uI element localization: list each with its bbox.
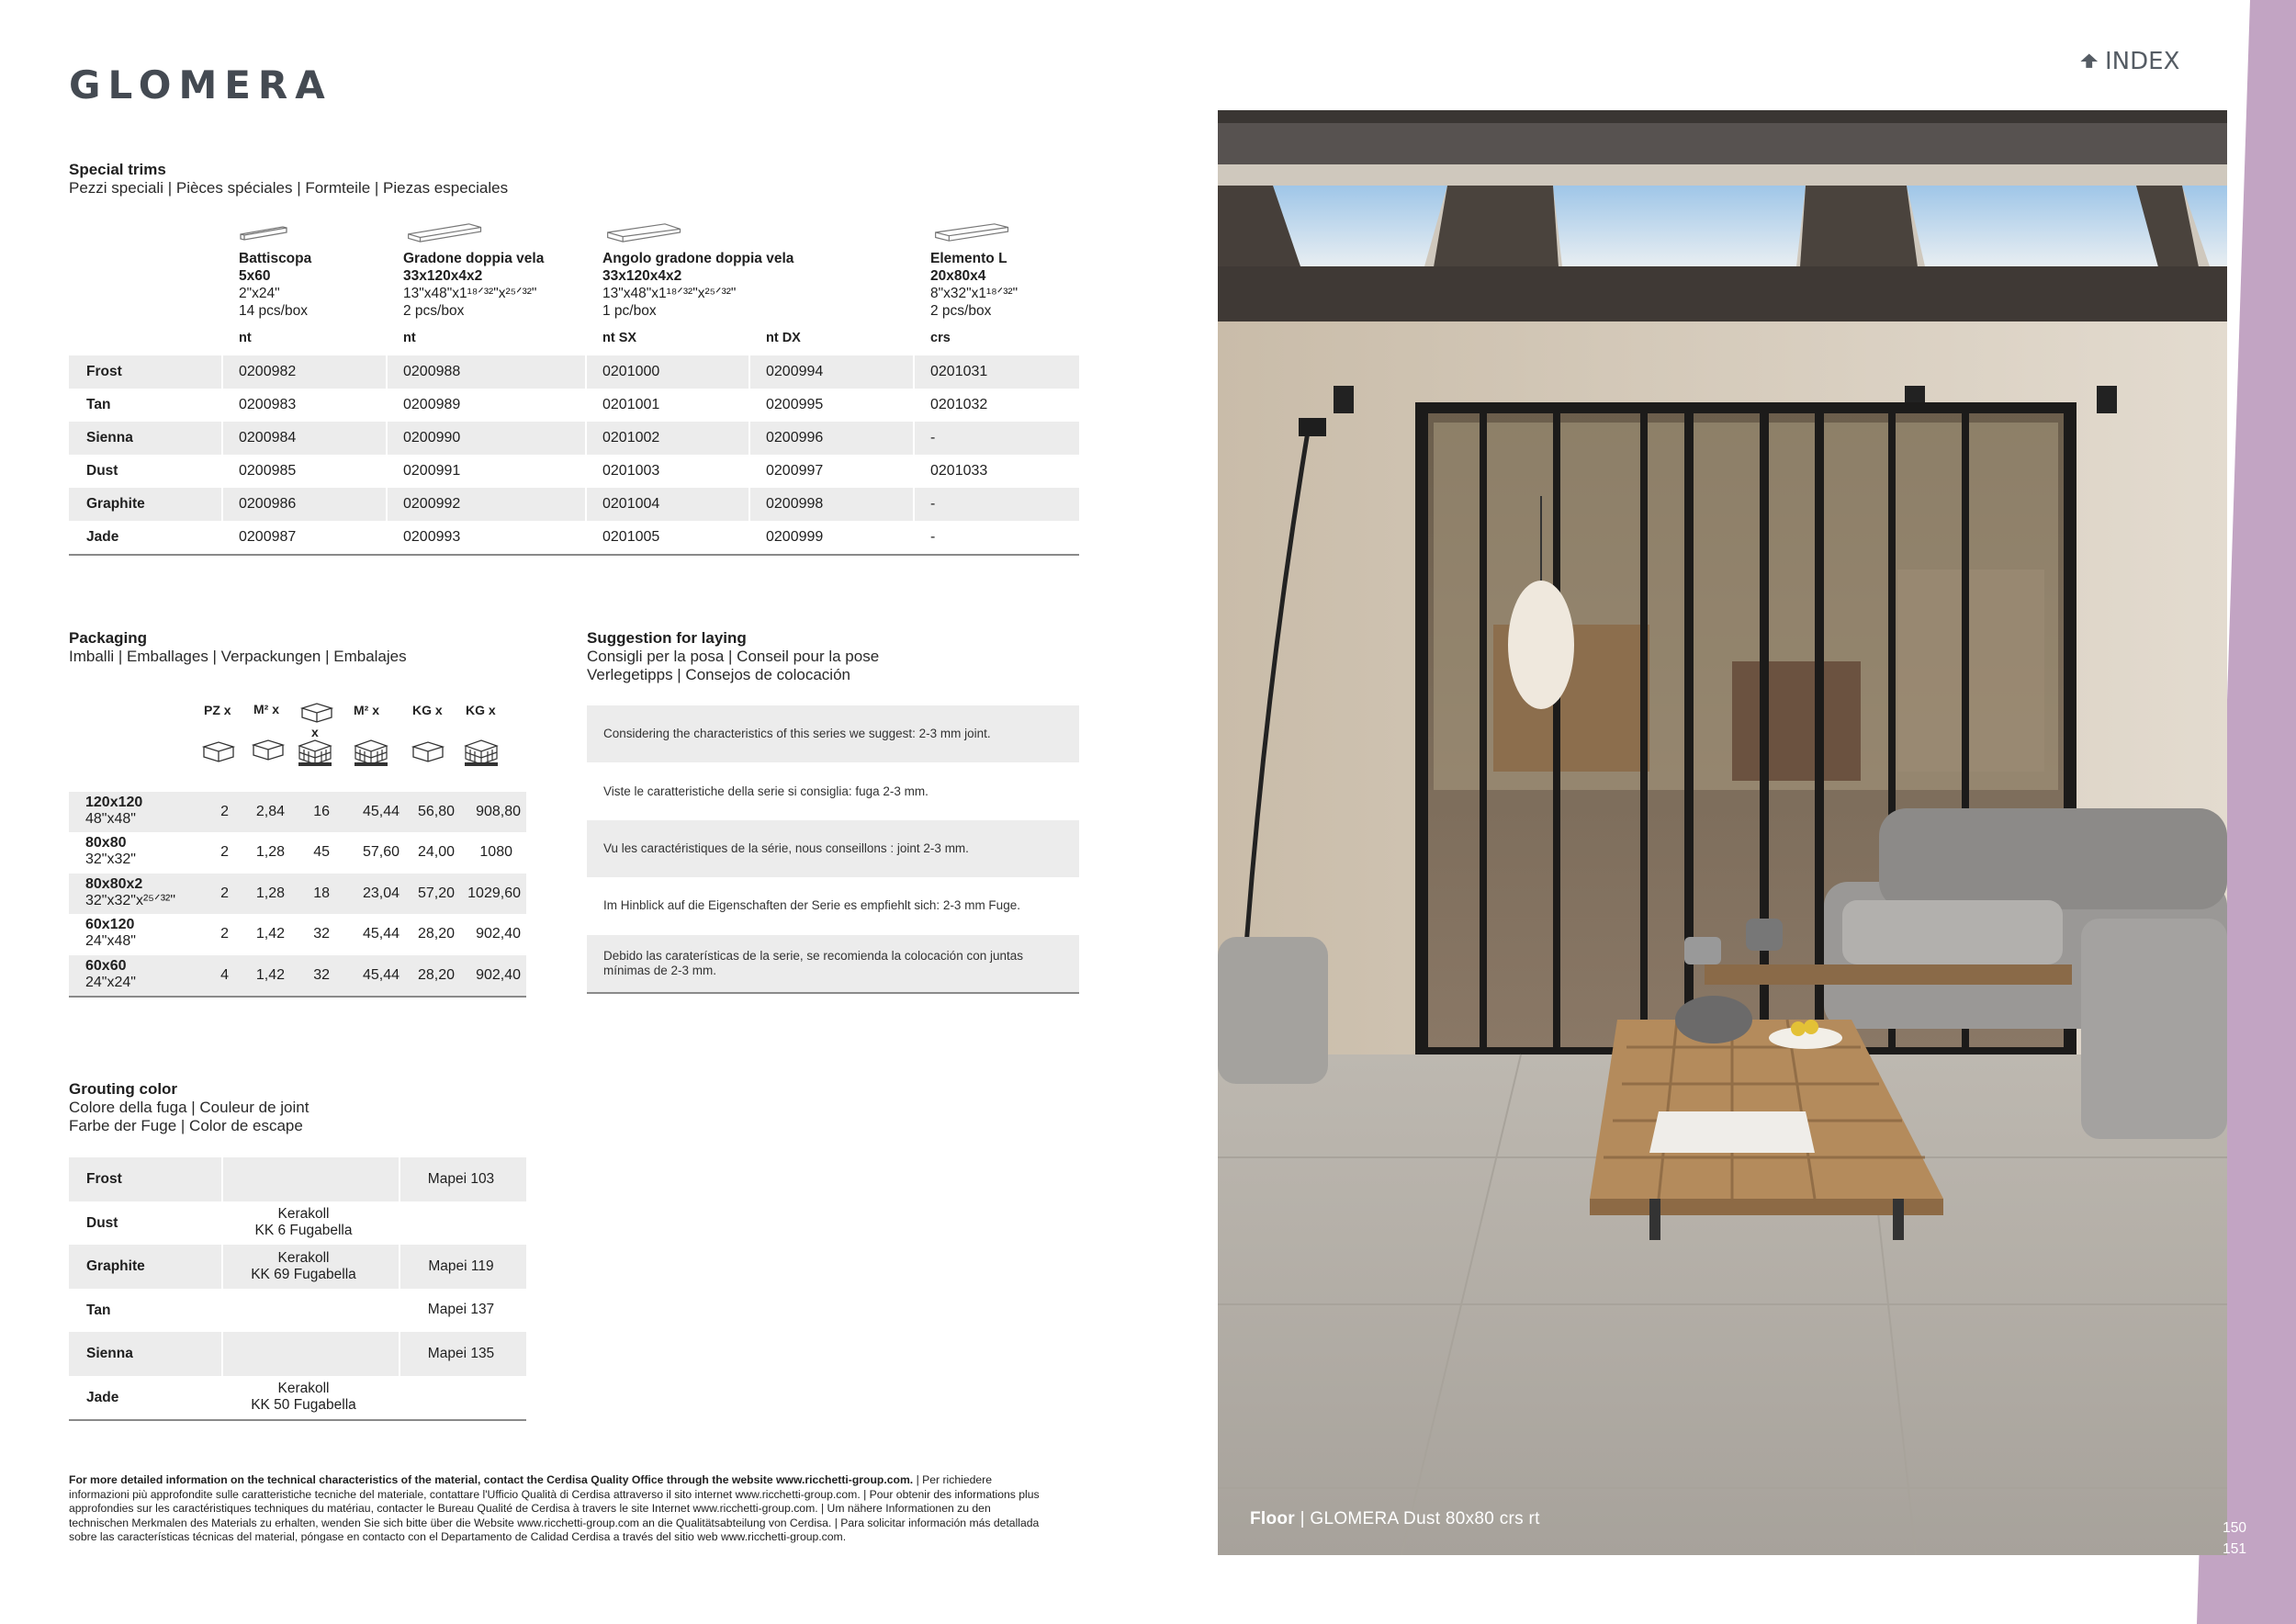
table-row	[69, 832, 526, 873]
trim-inches: 13"x48"x1¹⁸ᐟ³²"x²⁵ᐟ³²"	[602, 286, 737, 301]
trim-inches: 8"x32"x1¹⁸ᐟ³²"	[930, 286, 1019, 301]
table-cell: 0200999	[766, 529, 824, 545]
table-cell: 2	[220, 844, 229, 861]
kerakoll-cell: Kerakoll KK 50 Fugabella	[251, 1381, 356, 1414]
mapei-cell	[401, 1376, 521, 1420]
table-row	[69, 455, 1079, 488]
trim-pack: 2 pcs/box	[930, 303, 992, 319]
kerakoll-cell	[223, 1289, 384, 1333]
laying-row: Considering the characteristics of this series we suggest: 2-3 mm joint.	[587, 705, 1079, 762]
grout-subtitle-1: Colore della fuga | Couleur de joint	[69, 1099, 310, 1116]
table-cell: 0200986	[239, 496, 297, 512]
trim-product-elemento-l	[930, 222, 1077, 320]
trim-size: 33x120x4x2	[602, 268, 682, 284]
laying-row: Debido las caraterísticas de la serie, se recomienda la colocación con juntas mínimas de 2-3 mm.	[587, 935, 1079, 992]
table-cell: 0200988	[403, 364, 461, 379]
pk-header-m2-pallet: M² x	[354, 703, 379, 717]
table-cell: -	[930, 529, 936, 545]
table-cell: 2	[220, 804, 229, 819]
laying-subtitle-1: Consigli per la posa | Conseil pour la pose	[587, 648, 880, 665]
trims-heading	[69, 160, 508, 197]
interior-photo	[1218, 110, 2227, 1555]
size-label: 120x120	[85, 795, 143, 810]
row-label: Jade	[86, 1389, 119, 1405]
trim-product-battiscopa	[239, 222, 395, 320]
table-cell: 0200990	[403, 430, 461, 445]
table-cell: 32	[313, 966, 330, 983]
kerakoll-cell	[223, 1157, 384, 1201]
mapei-cell: Mapei 119	[428, 1257, 494, 1274]
packaging-table	[69, 792, 526, 998]
trims-table	[69, 355, 1079, 556]
table-cell: 28,20	[417, 926, 455, 942]
table-cell: 0201002	[602, 430, 660, 445]
row-label: Frost	[86, 1171, 122, 1187]
caption-text: | GLOMERA Dust 80x80 crs rt	[1295, 1509, 1540, 1528]
box-icon	[298, 701, 335, 723]
table-cell: 0201031	[930, 364, 988, 379]
table-cell: 1,42	[255, 966, 285, 983]
row-label: Tan	[86, 397, 111, 412]
box-icon	[410, 739, 446, 764]
size-inches: 24"x24"	[85, 974, 136, 990]
size-inches: 32"x32"x²⁵ᐟ³²"	[85, 892, 176, 908]
trim-name: Elemento L	[930, 251, 1007, 266]
table-cell: 28,20	[417, 966, 455, 983]
box-icon	[200, 739, 237, 764]
col-header: nt SX	[602, 331, 637, 345]
table-cell: 0200987	[239, 529, 297, 545]
grout-table	[69, 1157, 526, 1421]
trim-inches: 2"x24"	[239, 286, 280, 301]
table-cell: 0200989	[403, 397, 461, 412]
table-row	[69, 488, 1079, 521]
pk-header-x: x	[311, 725, 319, 739]
table-cell: 0200998	[766, 496, 824, 512]
table-cell: 18	[313, 885, 330, 901]
skirting-trim-icon	[239, 222, 288, 242]
table-row	[69, 1201, 526, 1246]
laying-heading	[587, 628, 879, 684]
table-cell: 2	[220, 926, 229, 942]
table-cell: 0200997	[766, 463, 824, 479]
mapei-cell	[401, 1201, 521, 1246]
size-inches: 48"x48"	[85, 811, 136, 827]
table-cell: 0201004	[602, 496, 660, 512]
laying-title: Suggestion for laying	[587, 629, 747, 647]
footer-bold: For more detailed information on the technical characteristics of the material, contact the Cerdisa Quality Office through the website www.ricchetti-group.com.	[69, 1473, 914, 1486]
page-number-right: 151	[2223, 1541, 2246, 1557]
trim-name: Battiscopa	[239, 251, 312, 266]
mapei-cell: Mapei 103	[427, 1170, 495, 1187]
table-cell: 1,42	[255, 926, 285, 942]
pallet-icon	[352, 735, 390, 768]
table-cell: 4	[220, 966, 229, 983]
laying-subtitle-2: Verlegetipps | Consejos de colocación	[587, 666, 850, 683]
table-row	[69, 1332, 526, 1376]
arrow-up-icon	[2077, 51, 2101, 72]
caption-bold: Floor	[1250, 1509, 1295, 1528]
size-label: 60x60	[85, 957, 127, 974]
table-cell: 0200996	[766, 430, 824, 445]
table-cell: 1,28	[255, 844, 285, 861]
table-cell: 23,04	[362, 885, 400, 901]
trim-name: Gradone doppia vela	[403, 251, 545, 266]
trim-product-angolo	[602, 222, 841, 320]
table-cell: 24,00	[417, 844, 455, 861]
table-cell: 902,40	[476, 926, 521, 942]
laying-table	[587, 705, 1079, 994]
table-cell: 0201003	[602, 463, 660, 479]
table-cell: 57,60	[362, 844, 400, 861]
table-row	[69, 914, 526, 954]
row-label: Graphite	[86, 1258, 145, 1274]
trim-pack: 14 pcs/box	[239, 303, 308, 319]
row-label: Dust	[86, 463, 118, 479]
table-cell: 2	[220, 885, 229, 901]
brand-title: GLOMERA	[69, 62, 332, 107]
table-cell: 0201032	[930, 397, 988, 412]
row-label: Tan	[86, 1302, 111, 1318]
kerakoll-cell	[223, 1332, 384, 1376]
page-number-left: 150	[2223, 1520, 2246, 1536]
table-cell: 45,44	[362, 804, 400, 819]
footer-text: | Per richiedere informazioni più approfondite sulle caratteristiche tecniche del materiale, contattare l'Ufficio Qualità di Cerdisa attraverso il sito internet www.ricchetti-group.com. | Pour obtenir des informations plus approfondies sur les caractéristiques techniques du matériau, contacter le Bureau Qualité de Cerdisa à travers le site Internet www.ricchetti-group.com. | Um nähere Informationen zu den technischen Merkmalen des Materials zu erhalten, wenden Sie sich bitte über die Website www.ricchetti-group.com an die Qualitätsabteilung von Cerdisa. | Para solicitar información más detallada sobre las características técnicas del material, póngase en contacto con el Departamento de Calidad Cerdisa a través del sitio web www.ricchetti-group.com.	[69, 1473, 1040, 1544]
size-inches: 24"x48"	[85, 933, 136, 950]
row-label: Sienna	[86, 1346, 133, 1361]
table-cell: 45	[313, 844, 330, 861]
trim-pack: 2 pcs/box	[403, 303, 465, 319]
mapei-cell: Mapei 137	[427, 1302, 495, 1318]
col-header: nt DX	[766, 331, 801, 345]
col-header: nt	[239, 331, 252, 345]
table-row	[69, 355, 1079, 389]
table-cell: 902,40	[476, 966, 521, 983]
table-row	[69, 1376, 526, 1420]
packaging-title: Packaging	[69, 629, 148, 647]
table-cell: 0200992	[403, 496, 461, 512]
table-cell: 0201005	[602, 529, 660, 545]
col-header: nt	[403, 331, 416, 345]
table-cell: 1,28	[255, 885, 285, 901]
laying-row: Viste le caratteristiche della serie si consiglia: fuga 2-3 mm.	[603, 784, 929, 798]
table-cell: 16	[313, 804, 330, 819]
table-row	[69, 389, 1079, 422]
pk-header-kg-pallet: KG x	[466, 703, 496, 717]
table-row	[69, 792, 526, 832]
table-row	[69, 422, 1079, 455]
table-cell: 0200982	[239, 364, 297, 379]
row-label: Sienna	[86, 430, 133, 445]
corner-step-icon	[602, 222, 687, 242]
table-cell: 0200983	[239, 397, 297, 412]
laying-row: Vu les caractéristiques de la série, nous conseillons : joint 2-3 mm.	[587, 820, 1079, 877]
size-label: 80x80x2	[85, 875, 143, 892]
kerakoll-cell: Kerakoll KK 69 Fugabella	[251, 1249, 356, 1282]
table-cell: 32	[313, 926, 330, 942]
l-element-icon	[930, 222, 1015, 242]
table-cell: 0200993	[403, 529, 461, 545]
size-label: 80x80	[85, 835, 127, 851]
trims-subtitle: Pezzi speciali | Pièces spéciales | Formteile | Piezas especiales	[69, 179, 509, 197]
table-cell: 0200985	[239, 463, 297, 479]
trim-inches: 13"x48"x1¹⁸ᐟ³²"x²⁵ᐟ³²"	[403, 286, 537, 301]
laying-row: Im Hinblick auf die Eigenschaften der Serie es empfiehlt sich: 2-3 mm Fuge.	[603, 898, 1020, 913]
trim-name: Angolo gradone doppia vela	[602, 251, 794, 266]
table-row	[69, 1157, 526, 1201]
pallet-icon	[462, 735, 501, 768]
photo-caption	[1250, 1509, 1540, 1529]
trim-product-gradone	[403, 222, 596, 320]
trim-size: 33x120x4x2	[403, 268, 483, 284]
packaging-subtitle: Imballi | Emballages | Verpackungen | Embalajes	[69, 648, 407, 665]
step-trim-icon	[403, 222, 488, 242]
row-label: Graphite	[86, 496, 145, 512]
table-cell: -	[930, 430, 936, 445]
packaging-heading	[69, 628, 407, 666]
pk-header-kg: KG x	[412, 703, 443, 717]
row-label: Frost	[86, 364, 122, 379]
index-link[interactable]	[2077, 48, 2179, 75]
grout-subtitle-2: Farbe der Fuge | Color de escape	[69, 1117, 303, 1134]
grout-title: Grouting color	[69, 1080, 178, 1098]
table-cell: 0200995	[766, 397, 824, 412]
table-cell: 0200984	[239, 430, 297, 445]
table-cell: 1080	[479, 844, 512, 861]
footer-note	[69, 1473, 1052, 1545]
index-label: INDEX	[2105, 48, 2180, 75]
trim-pack: 1 pc/box	[602, 303, 657, 319]
size-label: 60x120	[85, 917, 135, 933]
pk-header-m2: M² x	[253, 702, 279, 716]
table-cell: 0200991	[403, 463, 461, 479]
trims-title: Special trims	[69, 161, 166, 178]
pk-header-pz: PZ x	[204, 703, 231, 717]
table-cell: 0201000	[602, 364, 660, 379]
table-cell: 0200994	[766, 364, 824, 379]
table-cell: 45,44	[362, 966, 400, 983]
table-cell: 908,80	[476, 804, 521, 819]
table-row	[69, 521, 1079, 554]
table-cell: 0201001	[602, 397, 660, 412]
grout-heading	[69, 1079, 309, 1135]
table-cell: 57,20	[417, 885, 455, 901]
box-icon	[250, 737, 287, 762]
table-row	[69, 874, 526, 914]
table-cell: 56,80	[417, 804, 455, 819]
table-cell: 1029,60	[467, 885, 521, 901]
trim-size: 5x60	[239, 268, 271, 284]
row-label: Jade	[86, 529, 119, 545]
table-cell: 45,44	[362, 926, 400, 942]
table-row	[69, 1245, 526, 1289]
table-row	[69, 955, 526, 996]
mapei-cell: Mapei 135	[427, 1345, 495, 1361]
pallet-icon	[296, 735, 334, 768]
trim-size: 20x80x4	[930, 268, 986, 284]
page-numbers	[2213, 1517, 2246, 1560]
table-cell: -	[930, 496, 936, 512]
size-inches: 32"x32"	[85, 851, 136, 868]
table-cell: 2,84	[255, 804, 285, 819]
row-label: Dust	[86, 1214, 118, 1231]
kerakoll-cell: Kerakoll KK 6 Fugabella	[254, 1206, 353, 1239]
table-cell: 0201033	[930, 463, 988, 479]
table-row	[69, 1289, 526, 1333]
col-header: crs	[930, 331, 951, 345]
